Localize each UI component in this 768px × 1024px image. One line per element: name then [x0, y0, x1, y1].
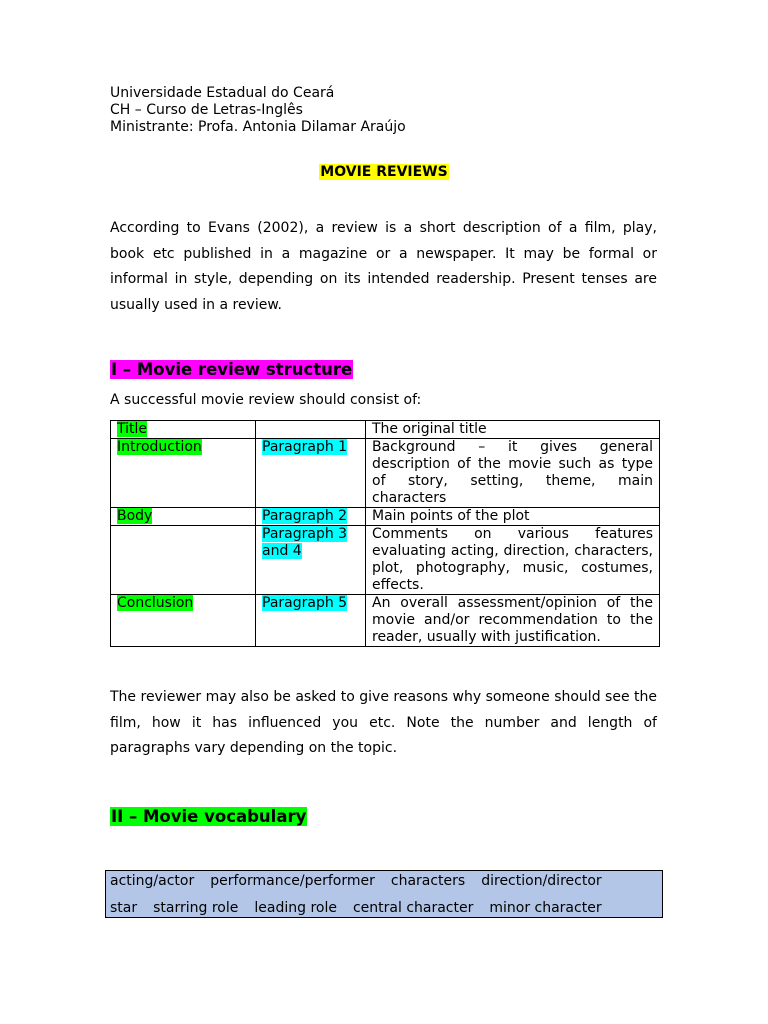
- university-name: Universidade Estadual do Ceará: [110, 85, 335, 101]
- vocabulary-term: star: [110, 900, 138, 916]
- table-cell-part: [111, 421, 256, 439]
- paragraph-label: Paragraph 5: [262, 595, 348, 611]
- table-cell-paragraph: [256, 439, 366, 508]
- document-title-text: MOVIE REVIEWS: [320, 164, 448, 180]
- table-cell-part: [111, 439, 256, 508]
- vocabulary-term: direction/director: [481, 873, 602, 889]
- vocabulary-box: [105, 870, 663, 918]
- table-row: [111, 421, 660, 439]
- section-heading-vocabulary: [110, 806, 307, 827]
- table-row: [111, 526, 660, 595]
- part-label: Conclusion: [117, 595, 194, 611]
- table-cell-paragraph: [256, 421, 366, 439]
- section-heading-structure: [110, 359, 353, 380]
- vocabulary-term: performance/performer: [210, 873, 375, 889]
- definition-paragraph: According to Evans (2002), a review is a short description of a film, play, book etc published in a magazine or a newspaper. It may be formal or informal in style, depending on its intended readership. Present tenses are usually used in a review.: [110, 220, 657, 313]
- vocabulary-term: acting/actor: [110, 873, 195, 889]
- vocabulary-term: leading role: [254, 900, 337, 916]
- table-cell-content: Main points of the plot: [366, 508, 660, 526]
- table-cell-content: The original title: [366, 421, 660, 439]
- vocabulary-term: characters: [390, 873, 466, 889]
- paragraph-label: Paragraph 2: [262, 508, 348, 524]
- vocabulary-term: central character: [352, 900, 474, 916]
- table-cell-content: Background – it gives general description of the movie such as type of story, setting, theme, main characters: [366, 439, 660, 508]
- structure-intro: A successful movie review should consist of:: [110, 392, 422, 408]
- instructor-name: Ministrante: Profa. Antonia Dilamar Araújo: [110, 119, 406, 135]
- part-label: Body: [117, 508, 153, 524]
- table-row: [111, 508, 660, 526]
- section-heading-structure-text: I – Movie review structure: [111, 360, 353, 379]
- structure-table: [110, 420, 660, 647]
- table-cell-content: Comments on various features evaluating acting, direction, characters, plot, photography, music, costumes, effects.: [366, 526, 660, 595]
- reviewer-paragraph: The reviewer may also be asked to give reasons why someone should see the film, how it has influenced you etc. Note the number and length of paragraphs vary depending on the topic.: [110, 689, 657, 756]
- paragraph-label: Paragraph 1: [262, 439, 348, 455]
- section-heading-vocabulary-text: II – Movie vocabulary: [111, 807, 307, 826]
- table-cell-paragraph: [256, 508, 366, 526]
- document-title: [0, 164, 768, 180]
- table-cell-paragraph: [256, 526, 366, 595]
- vocabulary-row: [110, 871, 662, 898]
- part-label: Title: [117, 421, 148, 437]
- table-row: [111, 595, 660, 647]
- table-cell-content: An overall assessment/opinion of the movie and/or recommendation to the reader, usually with justification.: [366, 595, 660, 647]
- table-cell-paragraph: [256, 595, 366, 647]
- vocabulary-row: [110, 898, 662, 922]
- table-cell-part: [111, 508, 256, 526]
- course-name: CH – Curso de Letras-Inglês: [110, 102, 303, 118]
- table-cell-part: [111, 526, 256, 595]
- table-cell-part: [111, 595, 256, 647]
- paragraph-label: Paragraph 3 and 4: [262, 526, 348, 559]
- part-label: Introduction: [117, 439, 202, 455]
- table-row: [111, 439, 660, 508]
- vocabulary-term: starring role: [153, 900, 239, 916]
- vocabulary-term: minor character: [489, 900, 602, 916]
- document-header: [110, 85, 406, 136]
